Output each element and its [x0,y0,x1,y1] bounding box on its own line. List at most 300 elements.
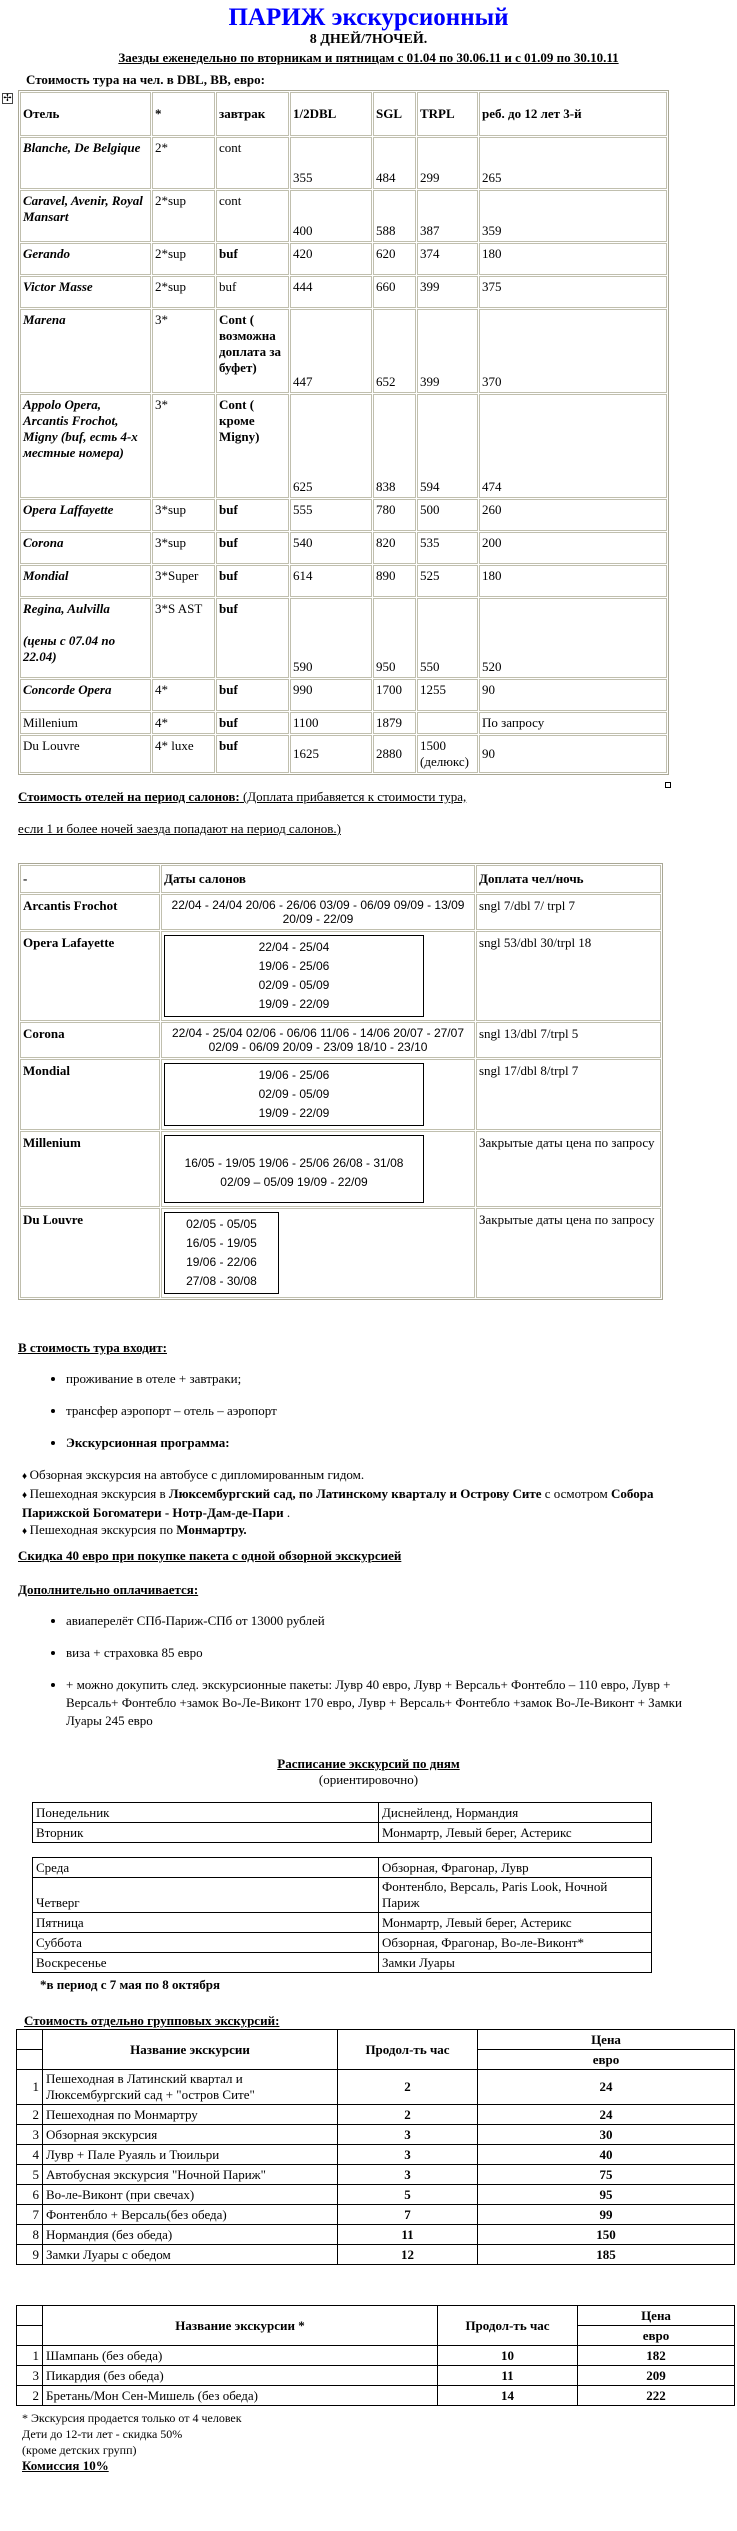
schedule-tours: Обзорная, Фрагонар, Во-ле-Виконт* [379,1933,652,1953]
salon-hotel-name: Arcantis Frochot [20,894,160,930]
commission: Комиссия 10% [22,2458,109,2473]
breakfast-cell: buf [216,276,289,308]
program-text: Пешеходная экскурсия в [29,1486,169,1501]
excursion-number: 2 [17,2386,43,2406]
hotel-row [20,712,667,734]
salon-dates-cell [161,1059,475,1130]
salon-date-range: 27/08 - 30/08 [186,1274,257,1288]
column-header: Даты салонов [161,865,475,893]
column-header: TRPL [417,92,478,136]
excursion-row [17,2105,735,2125]
salon-note-line2: если 1 и более ночей заезда попадают на период салонов.) [18,821,341,836]
dbl-price-cell: 1625 [290,735,372,773]
salon-date-range: 19/06 - 22/06 [186,1255,257,1269]
footer-note: * Экскурсия продается только от 4 человек [22,2411,242,2425]
hotel-row [20,565,667,597]
excursion-duration: 3 [338,2145,478,2165]
trpl-price-cell: 387 [417,190,478,242]
table-move-handle-icon[interactable]: ✢ [3,93,12,104]
excursion-name: Пешеходная в Латинский квартал и Люксембургский сад + "остров Сите" [43,2070,338,2105]
stars-cell: 3* [152,309,215,393]
dbl-price-cell: 400 [290,190,372,242]
hotel-name: Mondial [23,568,69,583]
salon-row [20,894,661,930]
table-resize-handle[interactable] [665,782,671,788]
schedule-row [33,1913,652,1933]
excursion-number: 4 [17,2145,43,2165]
hotel-name-cell [20,532,151,564]
dbl-price-cell: 625 [290,394,372,498]
hotel-name: Victor Masse [23,279,93,294]
excursions-table-2 [16,2305,735,2406]
trpl-price-cell: 500 [417,499,478,531]
dbl-price-cell: 990 [290,679,372,711]
excursion-price: 24 [478,2070,735,2105]
excursion-name: Замки Луары с обедом [43,2245,338,2265]
sgl-price-cell: 1700 [373,679,416,711]
excursion-price: 222 [578,2386,735,2406]
hotel-name-cell [20,679,151,711]
salon-dates-cell [161,1131,475,1207]
sgl-price-cell: 484 [373,137,416,189]
footer-note: (кроме детских групп) [22,2443,137,2457]
list-item: • виза + страховка 85 евро [66,1644,719,1662]
excursion-number: 1 [17,2346,43,2366]
header-cell [17,2050,43,2070]
sgl-price-cell: 1879 [373,712,416,734]
footer-note: Дети до 12-ти лет - скидка 50% [22,2427,183,2441]
excursion-price: 95 [478,2185,735,2205]
trpl-price-cell: 550 [417,598,478,678]
excursion-program [18,1466,719,1540]
salon-dates [164,1135,424,1203]
list-item: • проживание в отеле + завтраки; [66,1370,719,1388]
stars-cell: 2*sup [152,243,215,275]
hotel-name-cell [20,712,151,734]
program-text: Люксембургский сад, по Латинскому кварталу и Острову Сите [168,1486,542,1501]
column-header: Цена [478,2030,735,2050]
schedule-subheading: (ориентировочно) [318,1772,419,1787]
child-price-cell: 370 [479,309,667,393]
arrival-dates: Заезды еженедельно по вторникам и пятницам с 01.04 по 30.06.11 и с 01.09 по 30.10.11 [118,50,619,65]
schedule-day: Среда [33,1858,379,1878]
program-item [22,1485,719,1521]
dbl-price-cell: 447 [290,309,372,393]
hotel-price-table [18,90,669,775]
dbl-price-cell: 420 [290,243,372,275]
salon-dates-cell [161,1022,475,1058]
excursion-name: Автобусная экскурсия "Ночной Париж" [43,2165,338,2185]
salon-dates-cell [161,1208,475,1298]
breakfast-cell: Cont ( кроме Migny) [216,394,289,498]
excursion-row [17,2205,735,2225]
excursion-number: 3 [17,2125,43,2145]
salon-row [20,931,661,1021]
sgl-price-cell: 890 [373,565,416,597]
schedule-tours: Замки Луары [379,1953,652,1973]
schedule-row [33,1933,652,1953]
salon-supplement: Закрытые даты цена по запросу [476,1208,661,1298]
excursion-number: 1 [17,2070,43,2105]
excursion-duration: 2 [338,2105,478,2125]
salon-supplement: sngl 53/dbl 30/trpl 18 [476,931,661,1021]
diamond-bullet-icon: ♦ [22,1526,30,1537]
salon-dates-table [18,863,663,1300]
extra-heading: Дополнительно оплачивается: [18,1582,199,1597]
stars-cell: 3*sup [152,499,215,531]
program-item [22,1521,719,1540]
program-text: с осмотром [541,1486,611,1501]
hotel-name: Opera Laffayette [23,502,114,517]
included-list [18,1370,719,1452]
excursion-name: Во-ле-Виконт (при свечах) [43,2185,338,2205]
excursion-duration: 14 [438,2386,578,2406]
hotel-name-cell [20,276,151,308]
diamond-bullet-icon: ♦ [22,1471,30,1482]
salon-date-range: 19/06 - 25/06 [258,1068,330,1082]
trpl-price-cell: 1500 (делюкс) [417,735,478,773]
schedule-tours: Фонтенбло, Версаль, Paris Look, Ночной Париж [379,1878,652,1913]
breakfast-cell: buf [216,712,289,734]
breakfast-cell: buf [216,243,289,275]
excursion-price: 24 [478,2105,735,2125]
column-header: евро [578,2326,735,2346]
dbl-price-cell: 540 [290,532,372,564]
included-heading: В стоимость тура входит: [18,1340,167,1355]
salon-note [18,781,719,845]
program-item [22,1466,719,1485]
hotel-row [20,679,667,711]
dbl-price-cell: 590 [290,598,372,678]
table-header-row [20,865,661,893]
table-header-row [17,2030,735,2050]
excursion-duration: 12 [338,2245,478,2265]
trpl-price-cell: 535 [417,532,478,564]
schedule-row [33,1878,652,1913]
schedule-table-2 [32,1857,652,1973]
column-header: Название экскурсии [43,2030,338,2070]
list-item: • Экскурсионная программа: [66,1434,719,1452]
sgl-price-cell: 588 [373,190,416,242]
salon-date-range: 02/09 - 05/09 [258,978,330,992]
trpl-price-cell: 374 [417,243,478,275]
hotel-name-cell [20,565,151,597]
list-item: • авиаперелёт СПб-Париж-СПб от 13000 рублей [66,1612,719,1630]
stars-cell: 4* [152,712,215,734]
stars-cell: 3*S AST [152,598,215,678]
excursion-price: 99 [478,2205,735,2225]
salon-dates [164,1212,279,1294]
column-header: евро [478,2050,735,2070]
hotel-name: Corona [23,535,64,550]
schedule-day: Пятница [33,1913,379,1933]
excursion-number: 9 [17,2245,43,2265]
excursion-duration: 11 [338,2225,478,2245]
schedule-footnote: *в период с 7 мая по 8 октября [40,1977,221,1992]
salon-dates-cell [161,894,475,930]
excursion-name: Пешеходная по Монмартру [43,2105,338,2125]
column-header: Продол-ть час [338,2030,478,2070]
excursion-name: Шампань (без обеда) [43,2346,438,2366]
excursions-table [16,2029,735,2265]
column-header: - [20,865,160,893]
schedule-day: Суббота [33,1933,379,1953]
excursion-duration: 3 [338,2165,478,2185]
hotel-row [20,735,667,773]
hotel-name: Marena [23,312,66,327]
excursion-row [17,2070,735,2105]
excursion-price: 30 [478,2125,735,2145]
trpl-price-cell: 1255 [417,679,478,711]
header-cell [17,2326,43,2346]
column-header: * [152,92,215,136]
hotel-note: (цены с 07.04 по 22.04) [23,633,116,664]
hotel-name-cell [20,499,151,531]
child-price-cell: 90 [479,679,667,711]
excursion-number: 7 [17,2205,43,2225]
salon-dates [164,1026,472,1054]
list-item: • трансфер аэропорт – отель – аэропорт [66,1402,719,1420]
hotel-row [20,137,667,189]
excursion-duration: 3 [338,2125,478,2145]
salon-date-range: 19/09 - 22/09 [258,1106,330,1120]
schedule-row [33,1953,652,1973]
hotel-name: Appolo Opera, Arcantis Frochot, Migny (buf, есть 4-х местные номера) [23,397,138,460]
excursion-row [17,2386,735,2406]
program-text: Монмартру. [176,1522,247,1537]
excursion-name: Фонтенбло + Версаль(без обеда) [43,2205,338,2225]
stars-cell: 2*sup [152,190,215,242]
trpl-price-cell: 594 [417,394,478,498]
child-price-cell: 265 [479,137,667,189]
excursion-row [17,2185,735,2205]
schedule-heading: Расписание экскурсий по дням [277,1756,460,1771]
excursion-name: Бретань/Мон Сен-Мишель (без обеда) [43,2386,438,2406]
hotel-name-cell [20,190,151,242]
excursion-price: 182 [578,2346,735,2366]
column-header: Продол-ть час [438,2306,578,2346]
header-cell [17,2306,43,2326]
excursion-price: 40 [478,2145,735,2165]
schedule-day: Вторник [33,1823,379,1843]
excursion-duration: 10 [438,2346,578,2366]
excursion-row [17,2245,735,2265]
sgl-price-cell: 820 [373,532,416,564]
stars-cell: 2* [152,137,215,189]
sgl-price-cell: 950 [373,598,416,678]
hotel-name-cell [20,394,151,498]
excursion-number: 5 [17,2165,43,2185]
salon-date-range: 16/05 - 19/05 [186,1236,257,1250]
breakfast-cell: cont [216,137,289,189]
child-price-cell: 474 [479,394,667,498]
salon-hotel-name: Millenium [20,1131,160,1207]
salon-dates-cell [161,931,475,1021]
salon-hotel-name: Opera Lafayette [20,931,160,1021]
excursion-row [17,2225,735,2245]
schedule-tours: Обзорная, Фрагонар, Лувр [379,1858,652,1878]
excursions-heading: Стоимость отдельно групповых экскурсий: [24,2013,280,2028]
salon-date-range: 02/05 - 05/05 [186,1217,257,1231]
hotel-name: Concorde Opera [23,682,112,697]
stars-cell: 3*Super [152,565,215,597]
hotel-name: Gerando [23,246,70,261]
excursion-price: 75 [478,2165,735,2185]
trpl-price-cell: 399 [417,276,478,308]
hotel-row [20,532,667,564]
hotel-row [20,499,667,531]
schedule-row [33,1803,652,1823]
excursion-duration: 5 [338,2185,478,2205]
child-price-cell: 90 [479,735,667,773]
salon-supplement: sngl 13/dbl 7/trpl 5 [476,1022,661,1058]
dbl-price-cell: 355 [290,137,372,189]
trpl-price-cell: 299 [417,137,478,189]
dbl-price-cell: 1100 [290,712,372,734]
excursion-duration: 7 [338,2205,478,2225]
program-text: Собора Парижской Богоматери - Нотр-Дам-де-Пари [22,1486,654,1520]
child-price-cell: 180 [479,243,667,275]
discount-note: Скидка 40 евро при покупке пакета с одной обзорной экскурсией [18,1548,402,1563]
dbl-price-cell: 555 [290,499,372,531]
schedule-day: Понедельник [33,1803,379,1823]
salon-date-range: 02/09 - 05/09 [258,1087,330,1101]
child-price-cell: 180 [479,565,667,597]
hotel-name: Blanche, De Belgique [23,140,141,155]
salon-dates [164,898,472,926]
hotel-row [20,190,667,242]
salon-row [20,1059,661,1130]
salon-row [20,1208,661,1298]
excursion-number: 3 [17,2366,43,2386]
child-price-cell: 520 [479,598,667,678]
child-price-cell: 359 [479,190,667,242]
schedule-table-1 [32,1802,652,1843]
salon-date-range: 22/04 - 24/04 20/06 - 26/06 03/09 - 06/09 09/09 - 13/09 20/09 - 22/09 [171,898,465,926]
schedule-row [33,1858,652,1878]
salon-dates [164,1063,424,1126]
breakfast-cell: buf [216,679,289,711]
salon-supplement: sngl 7/dbl 7/ trpl 7 [476,894,661,930]
hotel-name-cell [20,243,151,275]
excursion-name: Пикардия (без обеда) [43,2366,438,2386]
schedule-day: Четверг [33,1878,379,1913]
salon-hotel-name: Du Louvre [20,1208,160,1298]
excursion-duration: 2 [338,2070,478,2105]
program-text: Пешеходная экскурсия по [29,1522,177,1537]
excursion-price: 209 [578,2366,735,2386]
salon-row [20,1022,661,1058]
excursion-number: 8 [17,2225,43,2245]
excursion-row [17,2125,735,2145]
stars-cell: 4* luxe [152,735,215,773]
excursion-name: Обзорная экскурсия [43,2125,338,2145]
schedule-tours: Диснейленд, Нормандия [379,1803,652,1823]
salon-date-range: 19/06 - 25/06 [258,959,330,973]
column-header: завтрак [216,92,289,136]
child-price-cell: 375 [479,276,667,308]
breakfast-cell: buf [216,565,289,597]
salon-note-title: Стоимость отелей на период салонов: [18,789,240,804]
excursion-name: Нормандия (без обеда) [43,2225,338,2245]
stars-cell: 3* [152,394,215,498]
salon-hotel-name: Mondial [20,1059,160,1130]
salon-hotel-name: Corona [20,1022,160,1058]
diamond-bullet-icon: ♦ [22,1490,30,1501]
stars-cell: 2*sup [152,276,215,308]
schedule-tours: Монмартр, Левый берег, Астерикс [379,1913,652,1933]
trpl-price-cell: 525 [417,565,478,597]
hotel-name-cell [20,137,151,189]
column-header: SGL [373,92,416,136]
hotel-row [20,309,667,393]
sgl-price-cell: 780 [373,499,416,531]
excursion-price: 150 [478,2225,735,2245]
hotel-name-cell [20,309,151,393]
excursion-price: 185 [478,2245,735,2265]
breakfast-cell: buf [216,598,289,678]
hotel-row [20,243,667,275]
hotel-row [20,276,667,308]
excursion-number: 2 [17,2105,43,2125]
salon-date-range: 19/09 - 22/09 [258,997,330,1011]
column-header: 1/2DBL [290,92,372,136]
column-header: Цена [578,2306,735,2326]
breakfast-cell: buf [216,499,289,531]
page-title: ПАРИЖ экскурсионный [228,4,509,31]
child-price-cell: 200 [479,532,667,564]
child-price-cell: По запросу [479,712,667,734]
stars-cell: 3*sup [152,532,215,564]
hotel-name: Regina, Aulvilla [23,601,110,616]
breakfast-cell: buf [216,735,289,773]
column-header: реб. до 12 лет 3-й [479,92,667,136]
sgl-price-cell: 620 [373,243,416,275]
salon-date-range: 22/04 - 25/04 [258,940,330,954]
schedule-day: Воскресенье [33,1953,379,1973]
sgl-price-cell: 838 [373,394,416,498]
excursion-number: 6 [17,2185,43,2205]
excursion-row [17,2346,735,2366]
schedule-row [33,1823,652,1843]
column-header: Название экскурсии * [43,2306,438,2346]
trpl-price-cell: 399 [417,309,478,393]
salon-supplement: Закрытые даты цена по запросу [476,1131,661,1207]
salon-date-range: 16/05 - 19/05 19/06 - 25/06 26/08 - 31/08 02/09 – 05/09 19/09 - 22/09 [184,1156,404,1189]
salon-dates [164,935,424,1017]
excursion-duration: 11 [438,2366,578,2386]
breakfast-cell: Cont ( возможна доплата за буфет) [216,309,289,393]
list-item: • + можно докупить след. экскурсионные пакеты: Лувр 40 евро, Лувр + Версаль+ Фонтебло – 110 евро, Лувр + Версаль+ Фонтебло +замок Во-Ле-Виконт 170 евро, Лувр + Версаль+ Фонтебло +замок Во-Ле-Виконт + Замки Луары 245 евро [66,1676,719,1730]
tour-duration: 8 ДНЕЙ/7НОЧЕЙ. [309,32,428,47]
excursion-row [17,2165,735,2185]
hotel-row [20,598,667,678]
excursion-row [17,2366,735,2386]
sgl-price-cell: 2880 [373,735,416,773]
hotel-name: Millenium [23,715,78,730]
schedule-tours: Монмартр, Левый берег, Астерикс [379,1823,652,1843]
salon-note-line1: (Доплата прибавяется к стоимости тура, [239,789,467,804]
hotel-name-cell [20,598,151,678]
hotel-name: Caravel, Avenir, Royal Mansart [23,193,143,224]
hotel-row [20,394,667,498]
price-table-caption: Стоимость тура на чел. в DBL, BB, евро: [26,72,265,87]
document [0,4,737,2029]
breakfast-cell: buf [216,532,289,564]
dbl-price-cell: 614 [290,565,372,597]
breakfast-cell: cont [216,190,289,242]
table-header-row [20,92,667,136]
